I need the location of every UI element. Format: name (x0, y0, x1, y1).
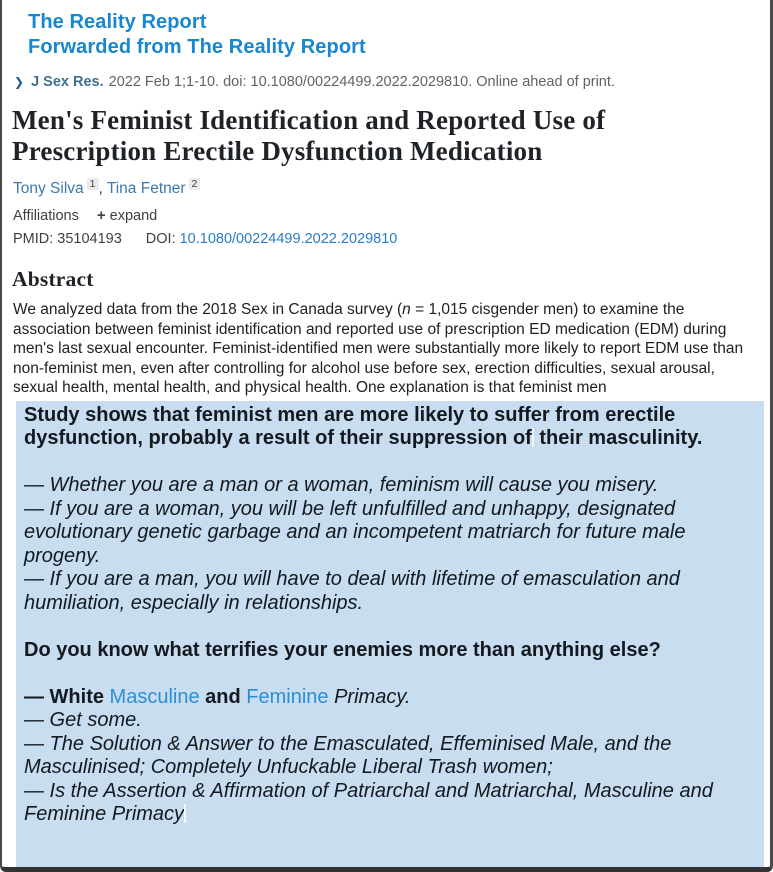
abstract-text-part1: We analyzed data from the 2018 Sex in Canada survey ( (13, 301, 403, 319)
author-link-tina-fetner[interactable]: Tina Fetner (106, 180, 186, 198)
text-cursor-end (184, 804, 186, 823)
author-link-tony-silva[interactable]: Tony Silva (13, 180, 84, 198)
plus-icon: + (96, 207, 106, 225)
commentary-line-assertion (24, 780, 752, 827)
primacy-and: and (199, 685, 247, 708)
identifiers-row (13, 230, 760, 248)
pmid-label: PMID: (13, 231, 54, 248)
journal-citation (14, 73, 760, 92)
feminine-link[interactable]: Feminine (246, 685, 329, 708)
commentary-line-misery: — Whether you are a man or a woman, feminism will cause you misery. (24, 474, 659, 497)
lead-text-part2: their masculinity. (533, 427, 703, 450)
forwarded-from-label[interactable]: Forwarded from The Reality Report (28, 36, 366, 58)
abstract-heading: Abstract (12, 267, 94, 292)
page-content (2, 0, 770, 872)
lead-text-part1: Study shows that feminist men are more likely to suffer from erectile dysfunction, probably a result of their suppression of (24, 403, 676, 450)
abstract-text-part2: = 1,015 cisgender men) to examine the association between feminist identification and reported use of prescription ED medication (EDM) during men's last sexual encounter. Feminist-identified men were substantially more likely to report EDM use than non-feminist men, even after controlling for alcohol use before sex, erection difficulties, sexual arousal, sexual health, mental health, and physical health. One explanation is that feminist men (13, 301, 744, 397)
author-affiliation-sup[interactable]: 1 (87, 178, 99, 190)
affiliations-row (13, 207, 760, 225)
commentary-line-primacy (24, 686, 752, 710)
article-title: Men's Feminist Identification and Reported Use of Prescription Erectile Dysfunction Medication (12, 105, 606, 166)
channel-title[interactable]: The Reality Report (28, 11, 207, 33)
expand-label: expand (109, 208, 158, 225)
doi-link[interactable]: 10.1080/00224499.2022.2029810 (179, 231, 398, 248)
chevron-right-icon[interactable]: ❯ (14, 75, 25, 89)
journal-link[interactable]: J Sex Res. (31, 74, 104, 90)
commentary-line-get-some: — Get some. (24, 709, 142, 732)
abstract-paragraph (13, 300, 758, 398)
commentary-line-solution: — The Solution & Answer to the Emasculated, Effeminised Male, and the Masculinised; Completely Unfuckable Liberal Trash women; (24, 732, 672, 779)
author-affiliation-sup[interactable]: 2 (189, 178, 201, 190)
doi-label: DOI: (145, 231, 176, 248)
affiliations-label: Affiliations (13, 208, 79, 225)
commentary-line-man: — If you are a man, you will have to deal with lifetime of emasculation and humiliation, especially in relationships. (24, 568, 680, 614)
commentary-lead-paragraph (24, 404, 752, 451)
pmid-value: 35104193 (57, 231, 122, 248)
masculine-link[interactable]: Masculine (109, 685, 200, 708)
commentary-line-woman: — If you are a woman, you will be left unfulfilled and unhappy, designated evolutionary genetic garbage and an incompetent matriarch for future male progeny. (24, 497, 686, 567)
citation-details: 2022 Feb 1;1-10. doi: 10.1080/00224499.2022.2029810. Online ahead of print. (108, 74, 615, 90)
telegram-forward-header (2, 8, 770, 60)
highlighted-commentary-block (16, 401, 764, 872)
commentary-question-paragraph: Do you know what terrifies your enemies more than anything else? (24, 638, 661, 661)
expand-affiliations-button[interactable] (97, 207, 157, 225)
blank-line (24, 662, 752, 686)
sample-size-n-symbol: n (402, 301, 411, 319)
blank-line (24, 615, 752, 639)
primacy-dash-white: — White (24, 685, 110, 708)
blank-line (24, 451, 752, 475)
authors-row (13, 178, 760, 198)
primacy-word: Primacy. (328, 685, 411, 708)
author-separator: , (98, 180, 107, 198)
assertion-text: — Is the Assertion & Affirmation of Patriarchal and Matriarchal, Masculine and Feminine Primacy (24, 779, 713, 826)
